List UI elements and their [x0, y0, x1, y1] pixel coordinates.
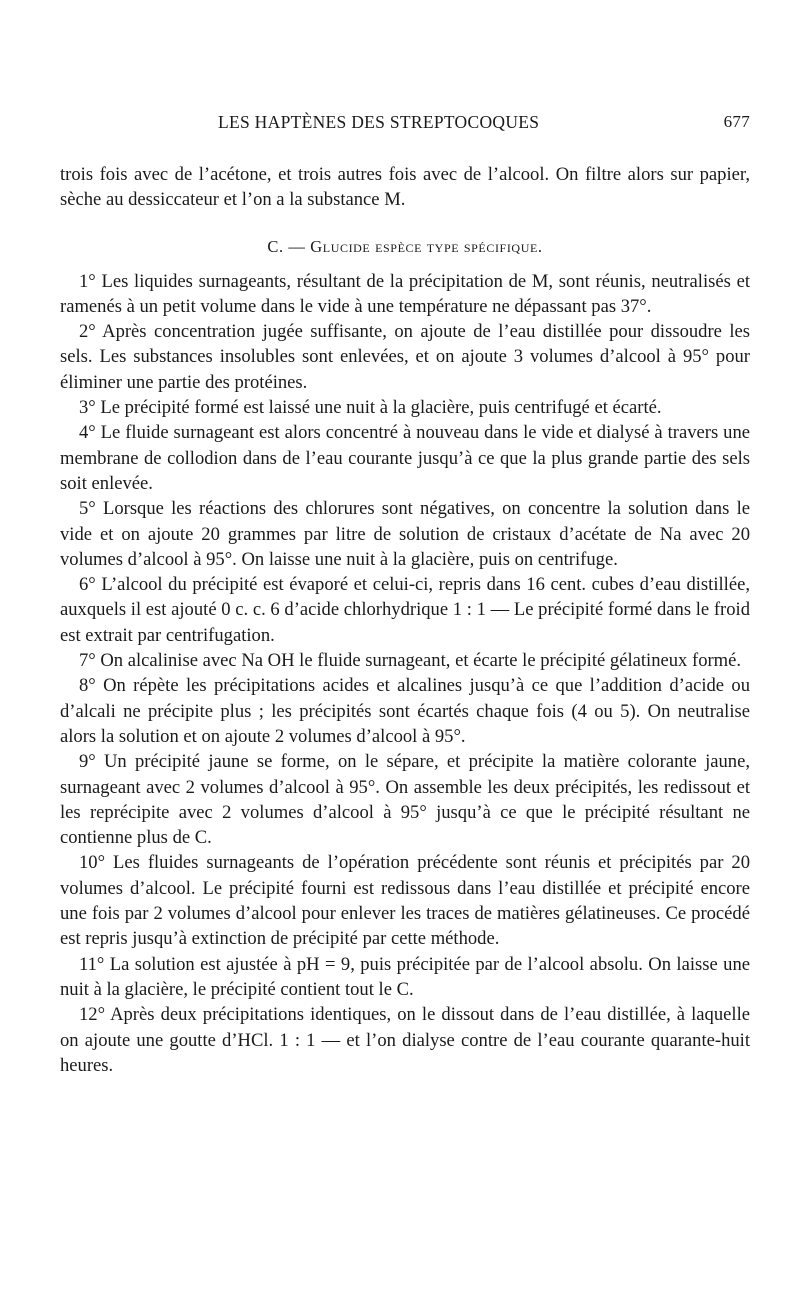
- section-heading: C. — Glucide espèce type spécifique.: [267, 236, 543, 256]
- paragraph-3: 3° Le précipité formé est laissé une nuit à la glacière, puis centrifugé et écarté.: [79, 397, 662, 419]
- page: [60, 112, 750, 1078]
- page-number: 677: [723, 112, 750, 131]
- paragraph-8: 8° On répète les précipitations acides et alcalines jusqu’à ce que l’addition d’acide ou d’alcali ne précipite plus ; les précipités sont écartés chaque fois (4 ou 5). On neutralise alors la solution et on ajoute 2 volumes d’alcool à 95°.: [60, 675, 750, 747]
- running-header: [60, 112, 750, 140]
- intro-paragraph: trois fois avec de l’acétone, et trois autres fois avec de l’alcool. On filtre alors sur papier, sèche au dessiccateur et l’on a la substance M.: [60, 164, 750, 211]
- running-title: LES HAPTÈNES DES STREPTOCOQUES: [218, 112, 540, 132]
- paragraph-7: 7° On alcalinise avec Na OH le fluide surnageant, et écarte le précipité gélatineux formé.: [79, 650, 742, 672]
- paragraph-4: 4° Le fluide surnageant est alors concentré à nouveau dans le vide et dialysé à travers une membrane de collodion dans de l’eau courante jusqu’à ce que la plus grande partie des sels soit enlevée.: [60, 422, 750, 494]
- paragraph-5: 5° Lorsque les réactions des chlorures sont négatives, on concentre la solution dans le vide et on ajoute 20 grammes par litre de solution de cristaux d’acétate de Na avec 20 volumes d’alcool à 95°. On laisse une nuit à la glacière, puis on centrifuge.: [60, 498, 750, 570]
- paragraph-12: 12° Après deux précipitations identiques, on le dissout dans de l’eau distillée, à laquelle on ajoute une goutte d’HCl. 1 : 1 — et l’on dialyse contre de l’eau courante quarante-huit heures.: [60, 1004, 750, 1076]
- paragraph-2: 2° Après concentration jugée suffisante, on ajoute de l’eau distillée pour dissoudre les sels. Les substances insolubles sont enlevées, et on ajoute 3 volumes d’alcool à 95° pour éliminer une partie des protéines.: [60, 321, 750, 393]
- paragraph-1: 1° Les liquides surnageants, résultant de la précipitation de M, sont réunis, neutralisés et ramenés à un petit volume dans le vide à une température ne dépassant pas 37°.: [60, 270, 750, 317]
- paragraph-11: 11° La solution est ajustée à pH = 9, puis précipitée par de l’alcool absolu. On laisse une nuit à la glacière, le précipité contient tout le C.: [60, 953, 750, 1000]
- paragraph-6: 6° L’alcool du précipité est évaporé et celui-ci, repris dans 16 cent. cubes d’eau distillée, auxquels il est ajouté 0 c. c. 6 d’acide chlorhydrique 1 : 1 — Le précipité formé dans le froid est extrait par centrifugation.: [60, 574, 750, 646]
- paragraph-9: 9° Un précipité jaune se forme, on le sépare, et précipite la matière colorante jaune, surnageant avec 2 volumes d’alcool à 95°. On assemble les deux précipités, les redissout et les reprécipite avec 2 volumes d’alcool à 95° jusqu’à ce que le précipité résultant ne contienne plus de C.: [60, 751, 750, 849]
- paragraph-10: 10° Les fluides surnageants de l’opération précédente sont réunis et précipités par 20 volumes d’alcool. Le précipité fourni est redissous dans l’eau distillée et précipité encore une fois par 2 volumes d’alcool pour enlever les traces de matières gélatineuses. Ce procédé est repris jusqu’à extinction de précipité par cette méthode.: [60, 852, 750, 950]
